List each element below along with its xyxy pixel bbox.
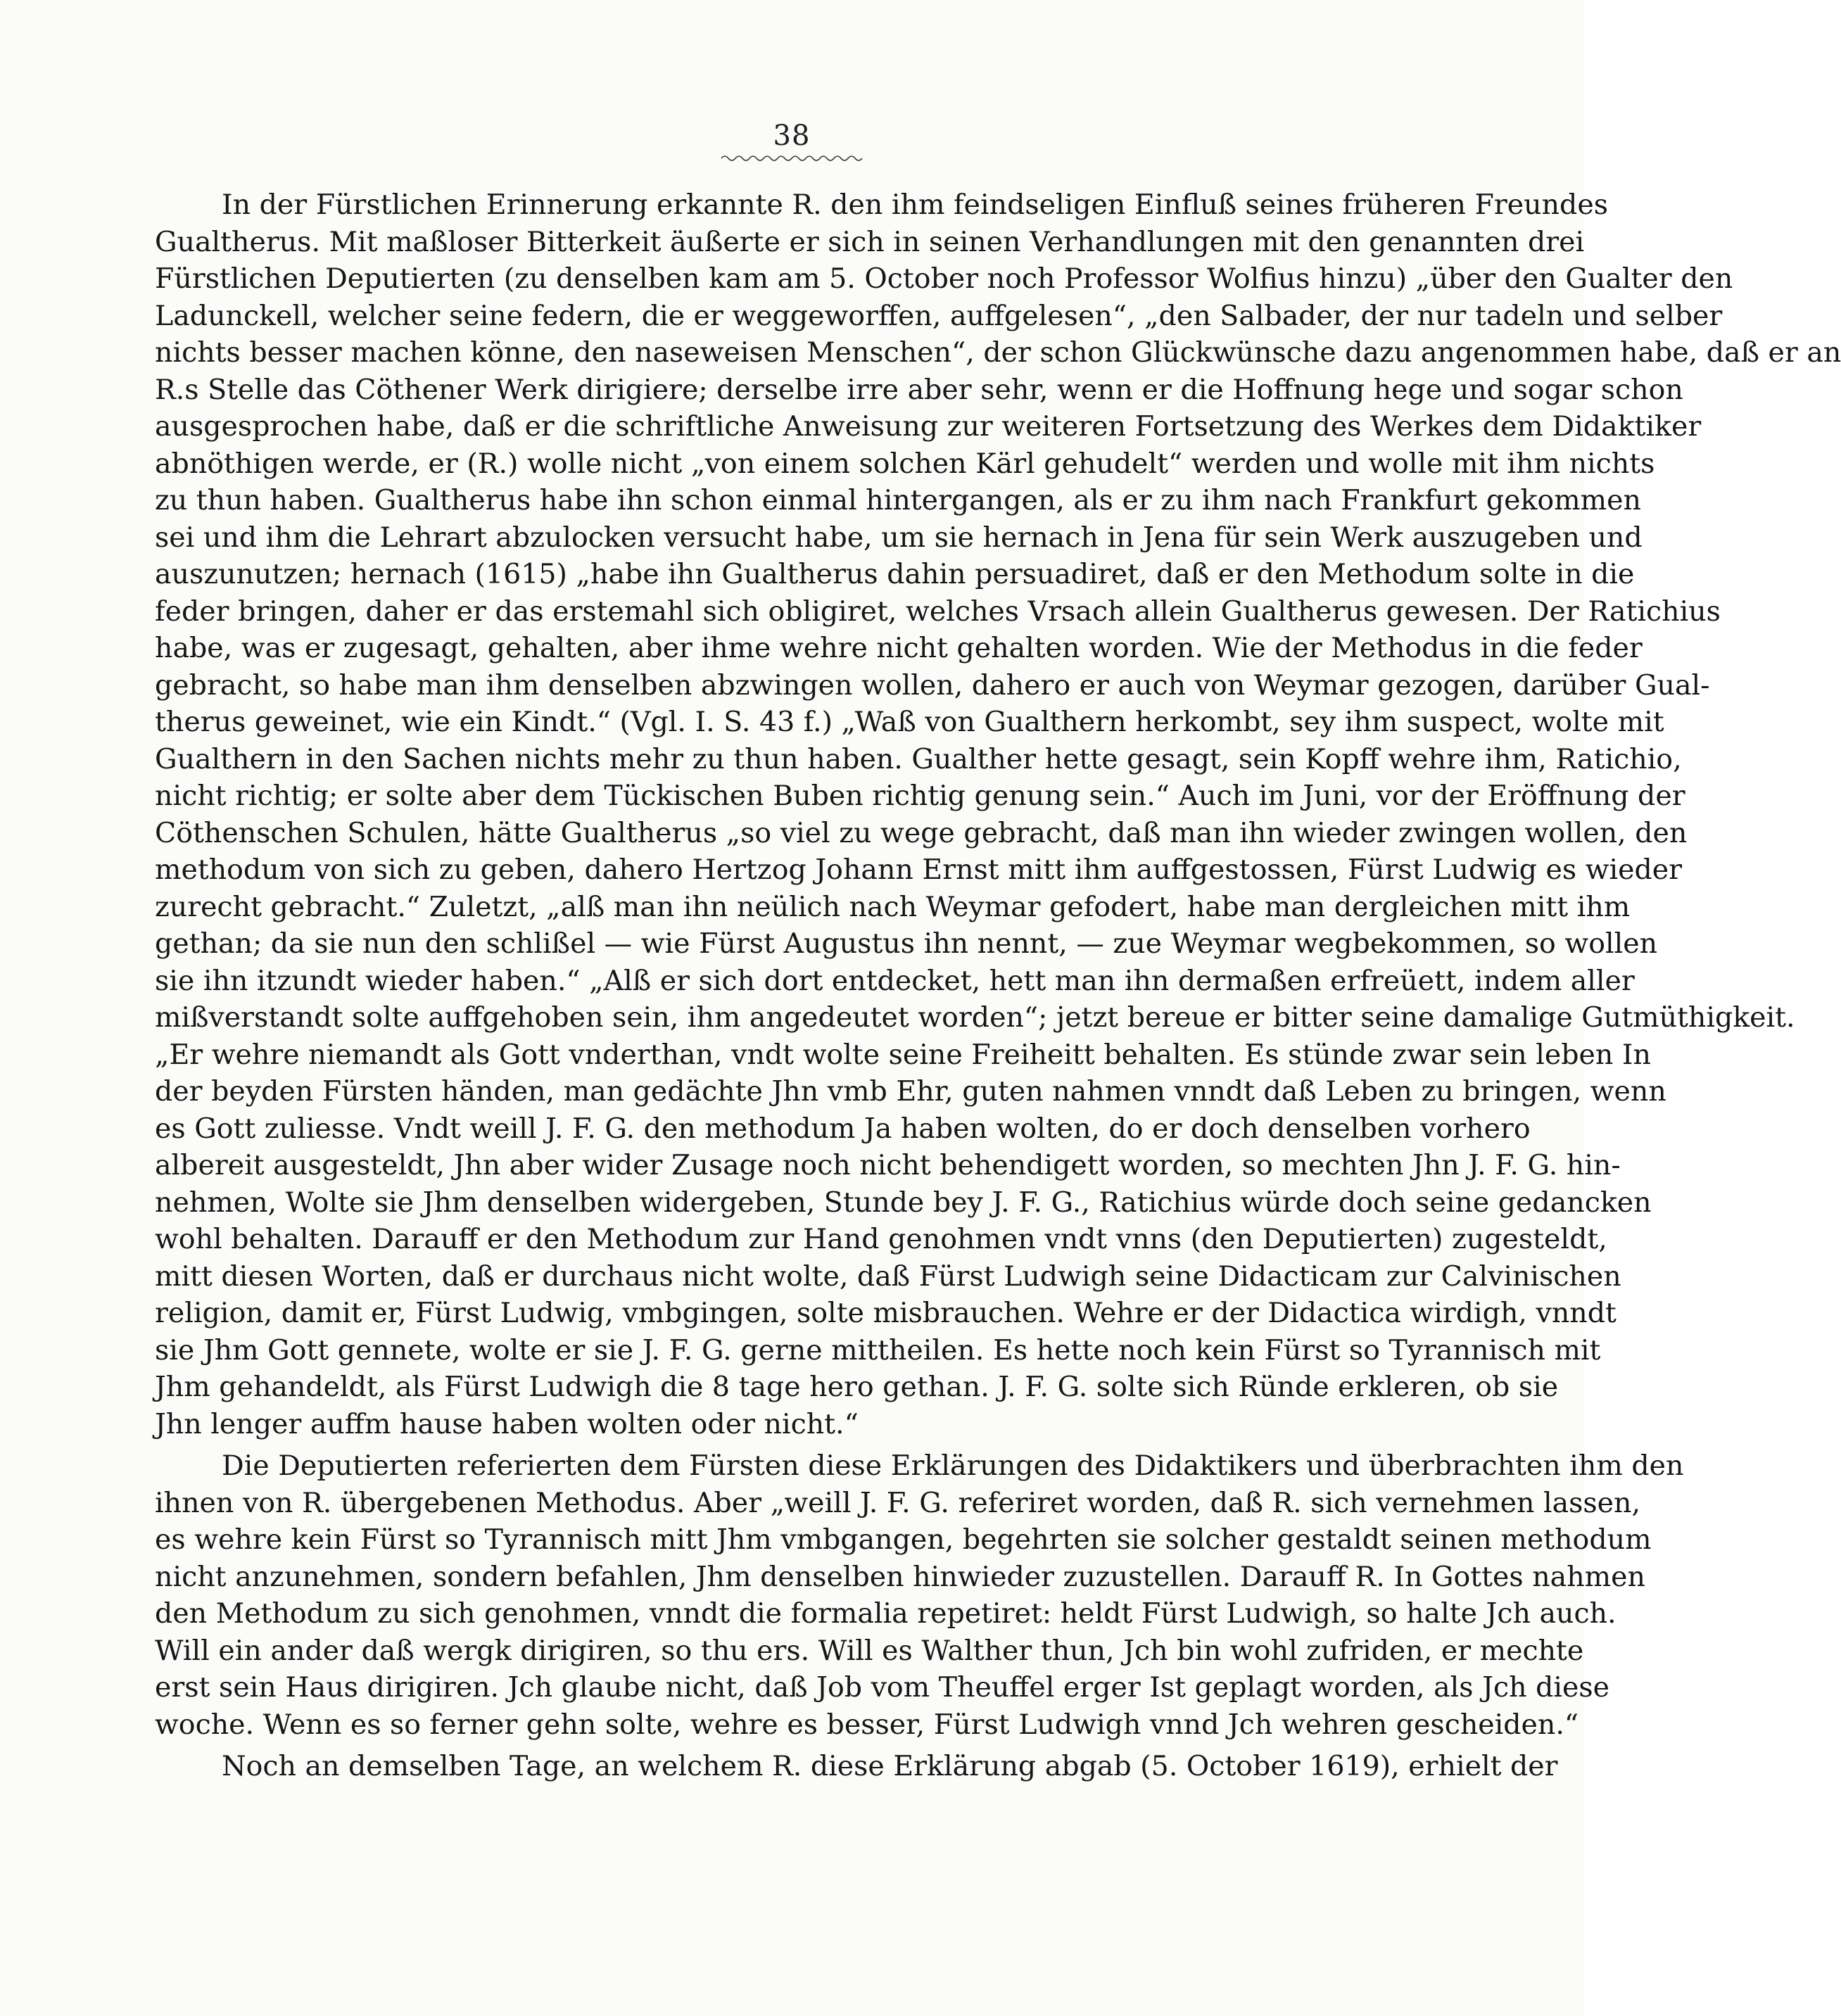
text-line: nehmen, Wolte sie Jhm denselben widergeben, Stunde bey J. F. G., Ratichius würde doch seine gedancken xyxy=(155,1186,1652,1219)
text-line: sie ihn itzundt wieder haben.“ „Alß er sich dort entdecket, hett man ihn dermaßen erfreüett, indem aller xyxy=(155,964,1635,997)
text-line: sei und ihm die Lehrart abzulocken versucht habe, um sie hernach in Jena für sein Werk auszugeben und xyxy=(155,521,1643,554)
text-line: Gualtherus. Mit maßloser Bitterkeit äußerte er sich in seinen Verhandlungen mit den genannten drei xyxy=(155,225,1585,258)
text-line: erst sein Haus dirigiren. Jch glaube nicht, daß Job vom Theuffel erger Ist geplagt worden, als Jch diese xyxy=(155,1671,1610,1704)
text-line: nichts besser machen könne, den naseweisen Menschen“, der schon Glückwünsche dazu angenommen habe, daß er an xyxy=(155,336,1841,369)
text-line: gethan; da sie nun den schlißel — wie Fürst Augustus ihn nennt, — zue Weymar wegbekommen, so wollen xyxy=(155,927,1658,960)
text-line: methodum von sich zu geben, dahero Hertzog Johann Ernst mitt ihm auffgestossen, Fürst Ludwig es wieder xyxy=(155,854,1683,886)
text-line: woche. Wenn es so ferner gehn solte, wehre es besser, Fürst Ludwigh vnnd Jch wehren gescheiden.“ xyxy=(155,1708,1579,1741)
text-line: Die Deputierten referierten dem Fürsten diese Erklärungen des Didaktikers und überbrachten ihm den xyxy=(222,1450,1684,1482)
paragraph xyxy=(155,186,1841,1443)
text-line: Jhm gehandeldt, als Fürst Ludwigh die 8 tage hero gethan. J. F. G. solte sich Ründe erkleren, ob sie xyxy=(155,1371,1559,1403)
text-line: es wehre kein Fürst so Tyrannisch mitt Jhm vmbgangen, begehrten sie solcher gestaldt seinen methodum xyxy=(155,1523,1652,1556)
paragraph xyxy=(155,1748,1558,1785)
text-line: abnöthigen werde, er (R.) wolle nicht „von einem solchen Kärl gehudelt“ werden und wolle mit ihm nichts xyxy=(155,447,1655,480)
text-line: gebracht, so habe man ihm denselben abzwingen wollen, dahero er auch von Weymar gezogen, darüber Gual- xyxy=(155,668,1710,702)
text-line: In der Fürstlichen Erinnerung erkannte R. den ihm feindseligen Einfluß seines früheren Freundes xyxy=(222,189,1608,221)
text-line: R.s Stelle das Cöthener Werk dirigiere; derselbe irre aber sehr, wenn er die Hoffnung hege und sogar schon xyxy=(155,373,1683,406)
text-line: Ladunckell, welcher seine federn, die er weggeworffen, auffgelesen“, „den Salbader, der nur tadeln und selber xyxy=(155,299,1723,332)
paragraph-spacer xyxy=(155,1443,1443,1447)
text-line: therus geweinet, wie ein Kindt.“ (Vgl. I. S. 43 f.) „Waß von Gualthern herkombt, sey ihm suspect, wolte mit xyxy=(155,706,1664,738)
text-line: nicht anzunehmen, sondern befahlen, Jhm denselben hinwieder zuzustellen. Darauff R. In Gottes nahmen xyxy=(155,1560,1645,1593)
text-line: habe, was er zugesagt, gehalten, aber ihme wehre nicht gehalten worden. Wie der Methodus in die feder xyxy=(155,632,1643,664)
text-line: auszunutzen; hernach (1615) „habe ihn Gualtherus dahin persuadiret, daß er den Methodum solte in die xyxy=(155,558,1635,590)
paragraph xyxy=(155,1447,1684,1743)
text-line: es Gott zuliesse. Vndt weill J. F. G. den methodum Ja haben wolten, do er doch denselben vorhero xyxy=(155,1112,1531,1145)
text-line: Will ein ander daß wergk dirigiren, so thu ers. Will es Walther thun, Jch bin wohl zufriden, er mechte xyxy=(155,1634,1584,1667)
text-line: Gualthern in den Sachen nichts mehr zu thun haben. Gualther hette gesagt, sein Kopff wehre ihm, Ratichio, xyxy=(155,742,1682,775)
text-line: zu thun haben. Gualtherus habe ihn schon einmal hintergangen, als er zu ihm nach Frankfurt gekommen xyxy=(155,484,1641,516)
body-text xyxy=(155,186,1841,1785)
text-line: zurecht gebracht.“ Zuletzt, „alß man ihn neülich nach Weymar gefodert, habe man dergleichen mitt ihm xyxy=(155,890,1631,923)
text-line: Cöthenschen Schulen, hätte Gualtherus „so viel zu wege gebracht, daß man ihn wieder zwingen wollen, den xyxy=(155,816,1688,849)
text-line: nicht richtig; er solte aber dem Tückischen Buben richtig genung sein.“ Auch im Juni, vor der Eröffnung der xyxy=(155,780,1685,812)
page-number: 38 xyxy=(773,120,811,152)
text-line: Fürstlichen Deputierten (zu denselben kam am 5. October noch Professor Wolfius hinzu) „über den Gualter den xyxy=(155,262,1733,295)
text-line: „Er wehre niemandt als Gott vnderthan, vndt wolte seine Freiheitt behalten. Es stünde zwar sein leben In xyxy=(155,1038,1651,1071)
text-line: den Methodum zu sich genohmen, vnndt die formalia repetiret: heldt Fürst Ludwigh, so halte Jch auch. xyxy=(155,1597,1617,1630)
text-line: ihnen von R. übergebenen Methodus. Aber „weill J. F. G. referiret worden, daß R. sich vernehmen lassen, xyxy=(155,1486,1641,1519)
text-line: albereit ausgesteldt, Jhn aber wider Zusage noch nicht behendigett worden, so mechten Jhn J. F. G. hin- xyxy=(155,1149,1621,1181)
text-line: mitt diesen Worten, daß er durchaus nicht wolte, daß Fürst Ludwigh seine Didacticam zur Calvinischen xyxy=(155,1260,1621,1293)
text-line: Noch an demselben Tage, an welchem R. diese Erklärung abgab (5. October 1619), erhielt der xyxy=(222,1750,1558,1782)
text-line: Jhn lenger auffm hause haben wolten oder nicht.“ xyxy=(155,1407,859,1440)
text-line: religion, damit er, Fürst Ludwig, vmbgingen, solte misbrauchen. Wehre er der Didactica wirdigh, vnndt xyxy=(155,1297,1617,1329)
header-ornament xyxy=(721,153,862,163)
text-line: wohl behalten. Darauff er den Methodum zur Hand genohmen vndt vnns (den Deputierten) zugesteldt, xyxy=(155,1223,1607,1255)
text-line: feder bringen, daher er das erstemahl sich obligiret, welches Vrsach allein Gualtherus gewesen. Der Ratichius xyxy=(155,595,1721,628)
text-line: mißverstandt solte auffgehoben sein, ihm angedeutet worden“; jetzt bereue er bitter seine damalige Gutmüthigkeit. xyxy=(155,1001,1795,1034)
text-line: sie Jhm Gott gennete, wolte er sie J. F. G. gerne mittheilen. Es hette noch kein Fürst so Tyrannisch mit xyxy=(155,1333,1601,1367)
page-header xyxy=(0,120,1583,152)
text-line: der beyden Fürsten händen, man gedächte Jhn vmb Ehr, guten nahmen vnndt daß Leben zu bringen, wenn xyxy=(155,1075,1666,1108)
text-line: ausgesprochen habe, daß er die schriftliche Anweisung zur weiteren Fortsetzung des Werkes dem Didaktiker xyxy=(155,410,1702,443)
paragraph-spacer xyxy=(155,1743,1443,1748)
